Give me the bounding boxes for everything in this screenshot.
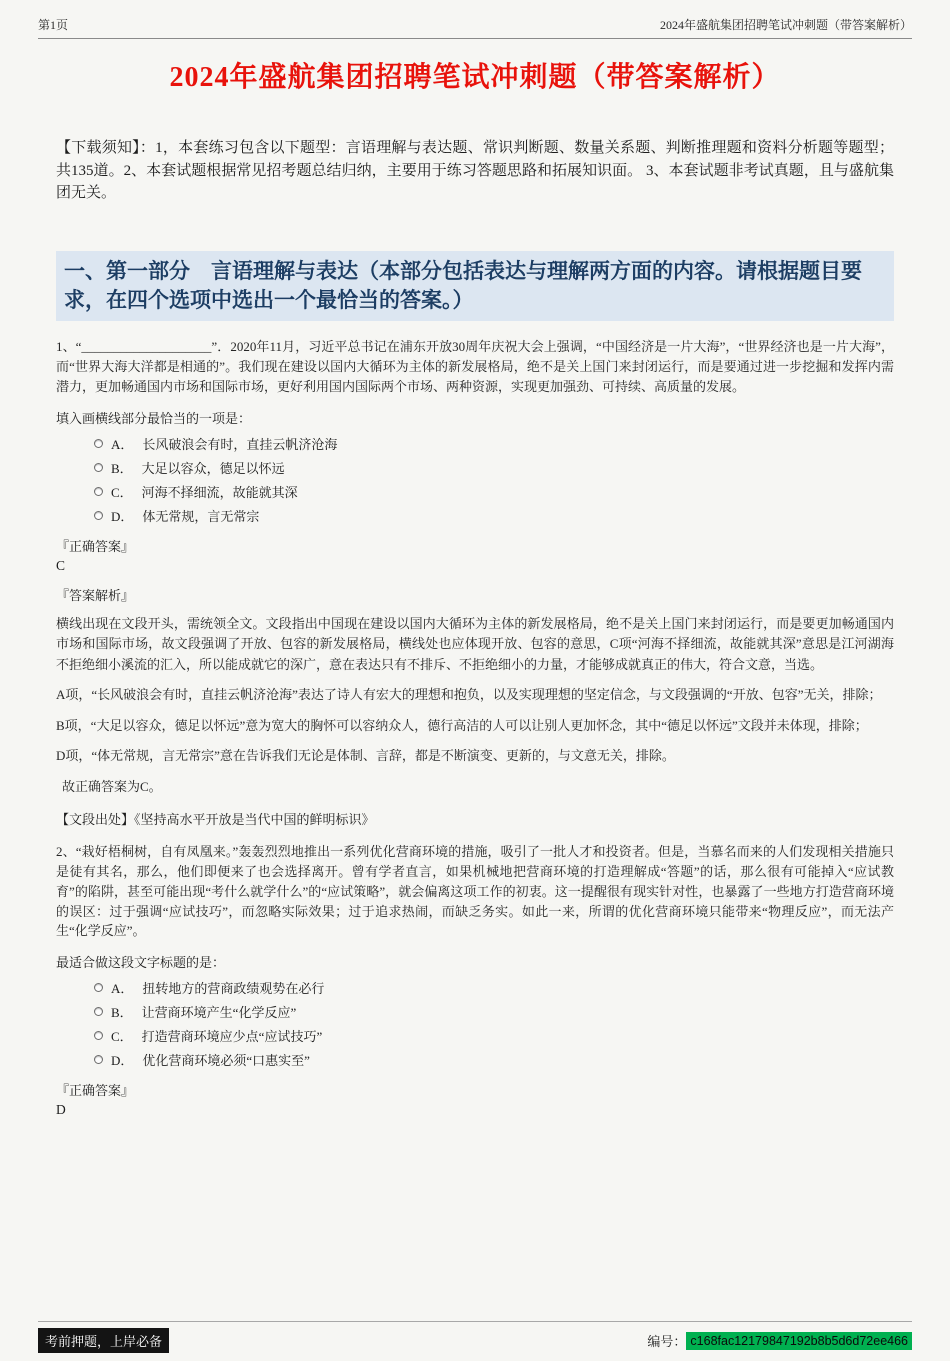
radio-icon[interactable] — [94, 983, 103, 992]
question-stem: 2、“栽好梧桐树，自有凤凰来。”轰轰烈烈地推出一系列优化营商环境的措施，吸引了一批人才和投资者。但是，当慕名而来的人们发现相关措施只是徒有其名，那么，他们即便来了也会选择离开。曾有学者直言，如果机械地把营商环境的打造理解成“答题”的话，那么很有可能掉入“应试教育”的陷阱，甚至可能出现“考什么就学什么”的“应试策略”，就会偏离这项工作的初衷。这一提醒很有现实针对性，也暴露了一些地方打造营商环境的误区：过于强调“应试技巧”，而忽略实际效果；过于追求热闹，而缺乏务实。如此一来，所谓的优化营商环境只能带来“物理反应”，而无法产生“化学反应”。 — [56, 844, 894, 939]
document-body — [0, 137, 950, 1118]
radio-icon[interactable] — [94, 1031, 103, 1040]
option-row-a[interactable] — [94, 978, 894, 997]
footer-code-label: 编号： — [647, 1334, 687, 1349]
header-doc-title: 2024年盛航集团招聘笔试冲刺题（带答案解析） — [659, 18, 912, 32]
main-title: 2024年盛航集团招聘笔试冲刺题（带答案解析） — [169, 62, 781, 93]
option-label: C． — [111, 484, 133, 500]
answer-value: D — [56, 1102, 66, 1117]
download-notice: 【下载须知】：1，本套练习包含以下题型：言语理解与表达题、常识判断题、数量关系题、判断推理题和资料分析题等题型；共135道。2、本套试题根据常见招考题总结归纳，主要用于练习答题思路和拓展知识面。 3、本套试题非考试真题，且与盛航集团无关。 — [56, 140, 894, 201]
option-label: A． — [111, 981, 134, 996]
radio-icon[interactable] — [94, 1007, 103, 1016]
analysis-paragraph: A项，“长风破浪会有时，直挂云帆济沧海”表达了诗人有宏大的理想和抱负，以及实现理想的坚定信念，与文段强调的“开放、包容”无关，排除； — [56, 687, 882, 703]
analysis-conclusion: 故正确答案为C。 — [62, 778, 162, 794]
option-label: D． — [111, 1053, 134, 1068]
radio-icon[interactable] — [94, 487, 103, 496]
radio-icon[interactable] — [94, 463, 103, 472]
option-label: A． — [111, 436, 134, 452]
question-prompt: 最适合做这段文字标题的是： — [56, 955, 226, 970]
option-row-a[interactable] — [94, 434, 894, 453]
analysis-paragraph: 横线出现在文段开头，需统领全文。文段指出中国现在建设以国内大循环为主体的新发展格局，绝不是关上国门来封闭运行，而是要更加畅通国内市场和国际市场，故文段强调了开放、包容的新发展格局，横线处也应体现开放、包容的意思，C项“河海不择细流，故能就其深”意思是江河湖海不拒绝细小溪流的汇入，所以能成就它的深广，意在表达只有不排斥、不拒绝细小的力量，才能够成就真正的伟大，符合文意，当选。 — [56, 615, 894, 672]
footer-code-value: c168fac12179847192b8b5d6d72ee466 — [686, 1332, 912, 1350]
option-text: 优化营商环境必须“口惠实至” — [142, 1053, 310, 1068]
option-row-c[interactable] — [94, 1026, 894, 1045]
option-label: D． — [111, 508, 134, 524]
analysis-paragraph: B项，“大足以容众，德足以怀远”意为宽大的胸怀可以容纳众人，德行高洁的人可以让别人更加怀念，其中“德足以怀远”文段并未体现，排除； — [56, 717, 868, 733]
answer-label: 『正确答案』 — [56, 1083, 135, 1098]
option-row-d[interactable] — [94, 1050, 894, 1069]
source-note: 【文段出处】《坚持高水平开放是当代中国的鲜明标识》 — [56, 812, 375, 828]
option-row-d[interactable] — [94, 506, 894, 525]
option-text: 让营商环境产生“化学反应” — [141, 1005, 297, 1020]
option-text: 长风破浪会有时，直挂云帆济沧海 — [142, 436, 338, 452]
question-2 — [56, 842, 894, 1118]
option-text: 扭转地方的营商政绩观势在必行 — [142, 981, 325, 996]
section-heading: 一、第一部分 言语理解与表达（本部分包括表达与理解两方面的内容。请根据题目要求，在四个选项中选出一个最恰当的答案。） — [56, 251, 894, 322]
option-label: C． — [111, 1029, 133, 1044]
option-text: 大足以容众，德足以怀远 — [141, 460, 285, 476]
radio-icon[interactable] — [94, 511, 103, 520]
analysis-label: 『答案解析』 — [56, 587, 135, 603]
header-page-number: 第1页 — [38, 18, 69, 32]
options-list — [56, 434, 894, 525]
answer-label: 『正确答案』 — [56, 538, 135, 554]
option-row-c[interactable] — [94, 482, 894, 501]
analysis-block — [56, 614, 894, 798]
option-label: B． — [111, 1005, 133, 1020]
option-label: B． — [111, 460, 133, 476]
options-list — [56, 978, 894, 1069]
answer-value: C — [56, 557, 66, 573]
question-prompt: 填入画横线部分最恰当的一项是： — [56, 410, 252, 426]
option-text: 体无常规，言无常宗 — [142, 508, 260, 524]
page-header — [38, 16, 912, 39]
question-1 — [56, 337, 894, 828]
radio-icon[interactable] — [94, 1055, 103, 1064]
option-text: 打造营商环境应少点“应试技巧” — [141, 1029, 323, 1044]
option-row-b[interactable] — [94, 458, 894, 477]
option-text: 河海不择细流，故能就其深 — [141, 484, 298, 500]
question-stem: 1、“____________________”．2020年11月，习近平总书记在浦东开放30周年庆祝大会上强调，“中国经济是一片大海”，“世界经济也是一片大海”，而“世界大海大洋都是相通的”。我们现在建设以国内大循环为主体的新发展格局，绝不是关上国门来封闭运行，而是要通过进一步挖掘和发挥内需潜力，更加畅通国内市场和国际市场，更好利用国内国际两个市场、两种资源，实现更加强劲、可持续、高质量的发展。 — [56, 339, 894, 394]
footer-slogan-badge: 考前押题，上岸必备 — [38, 1328, 169, 1353]
analysis-paragraph: D项，“体无常规，言无常宗”意在告诉我们无论是体制、言辞，都是不断演变、更新的，与文意无关，排除。 — [56, 748, 675, 764]
option-row-b[interactable] — [94, 1002, 894, 1021]
radio-icon[interactable] — [94, 439, 103, 448]
page-footer — [38, 1321, 912, 1353]
footer-code — [647, 1331, 912, 1350]
